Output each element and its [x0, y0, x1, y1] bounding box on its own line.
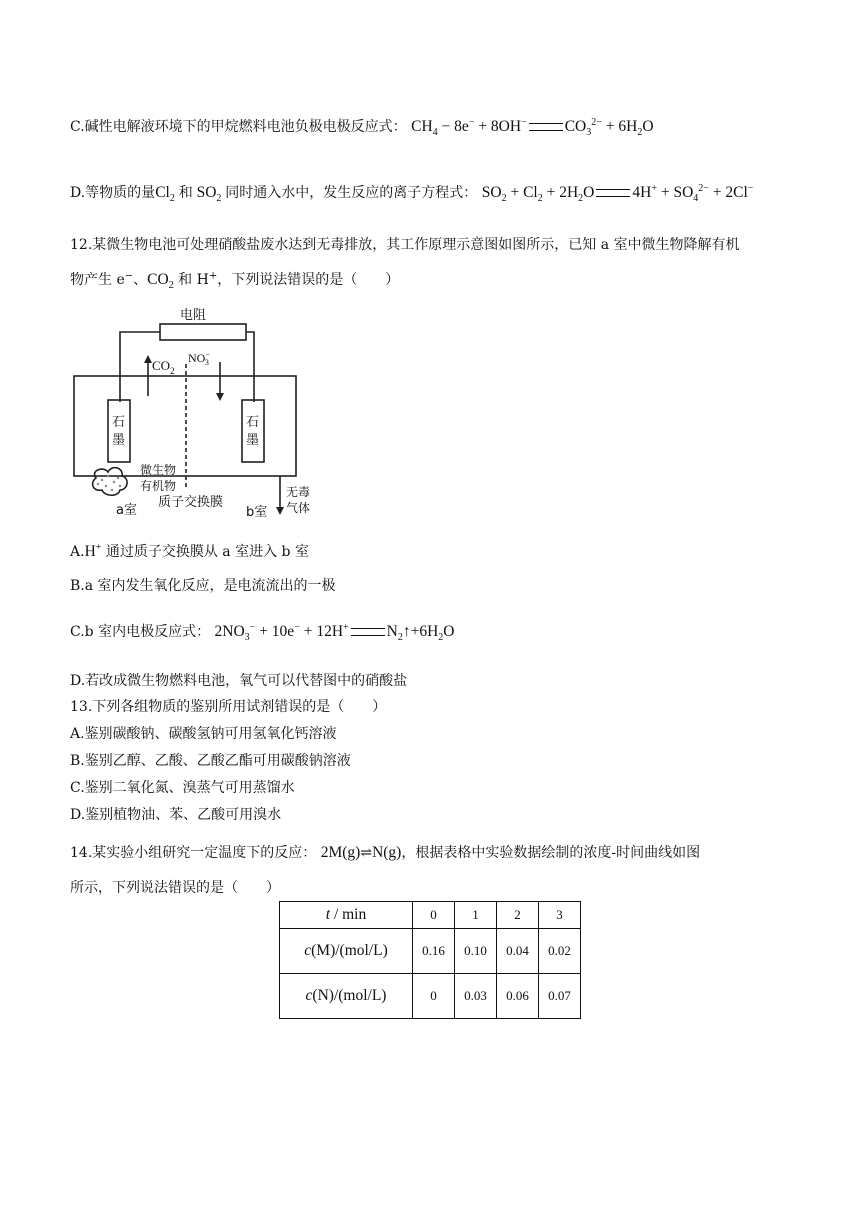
table-row [280, 929, 581, 974]
q13-option-c: C.鉴别二氧化氮、溴蒸气可用蒸馏水 [70, 780, 295, 796]
table-cell: 0.06 [497, 974, 539, 1019]
q13-option-a: A.鉴别碳酸钠、碳酸氢钠可用氢氧化钙溶液 [70, 726, 337, 742]
resistor [160, 324, 246, 340]
q12-stem-line2: 物产生 e−、$CO_2$ 和 H+，下列说法错误的是（ ） [70, 270, 400, 292]
gas-label-2: 气体 [286, 501, 311, 515]
table-cell: 0 [413, 974, 455, 1019]
electrode-left [108, 400, 130, 462]
table-cell: 2 [497, 902, 539, 929]
no3-label: NO− 3 [188, 350, 210, 367]
cell-diagram [68, 304, 338, 524]
table-cell: 0.03 [455, 974, 497, 1019]
gas-label-1: 无毒 [286, 485, 311, 499]
q14-stem-line1: 14.某实验小组研究一定温度下的反应： 2M(g)⇌N(g)，根据表格中实验数据绘制的浓度-时间曲线如图 [70, 844, 701, 861]
q11-option-c: C.碱性电解液环境下的甲烷燃料电池负极电极反应式： $CH_4 - 8e^- + 8OH^-$ $CO_3^{2-} + 6H_2O$ [70, 116, 654, 139]
electrode-right-label-2: 墨 [246, 433, 260, 448]
microbe-blob [93, 468, 127, 496]
q12-option-b: B.a 室内发生氧化反应，是电流流出的一极 [70, 578, 336, 594]
wire-right [246, 332, 254, 402]
microbe-label: 微生物 [140, 463, 177, 477]
table-header-time: t / min [280, 902, 413, 929]
q13-stem: 13.下列各组物质的鉴别所用试剂错误的是（ ） [70, 699, 387, 715]
table-row [280, 902, 581, 929]
q13-option-d: D.鉴别植物油、苯、乙酸可用溴水 [70, 807, 282, 823]
electrode-left-label-1: 石 [112, 415, 126, 430]
table-cell: 0.04 [497, 929, 539, 974]
membrane-label: 质子交换膜 [158, 495, 224, 510]
electrode-left-label-2: 墨 [112, 433, 126, 448]
table-cell: 3 [539, 902, 581, 929]
q12-option-a: A.H+ 通过质子交换膜从 a 室进入 b 室 [70, 541, 309, 560]
q13-option-b: B.鉴别乙醇、乙酸、乙酸乙酯可用碳酸钠溶液 [70, 753, 351, 769]
table-cell: 0.02 [539, 929, 581, 974]
electrode-right [242, 400, 264, 462]
q12-c-equation: $2NO_3^- + 10e^- + 12H^+$ $N_2↑+6H_2O$ [214, 621, 455, 644]
room-a-label: a室 [116, 503, 137, 518]
q12-option-d: D.若改成微生物燃料电池，氧气可以代替图中的硝酸盐 [70, 673, 408, 689]
q12-stem-line1: 12.某微生物电池可处理硝酸盐废水达到无毒排放，其工作原理示意图如图所示，已知 a 室中微生物降解有机 [70, 237, 740, 253]
table-cell: 0 [413, 902, 455, 929]
organic-label: 有机物 [140, 479, 177, 493]
q14-data-table [279, 901, 581, 1019]
q11-c-equation: $CH_4 - 8e^- + 8OH^-$ $CO_3^{2-} + 6H_2O$ [411, 116, 654, 139]
q11-option-d: D.等物质的量$Cl_2$ 和 $SO_2$ 同时通入水中，发生反应的离子方程式： $SO_2 + Cl_2 + 2H_2O$ $4H^+ + SO_4^{2-} + 2Cl^-$ [70, 182, 754, 205]
electrode-right-label-1: 石 [246, 415, 260, 430]
table-cell: 1 [455, 902, 497, 929]
table-row [280, 974, 581, 1019]
q14-stem-line2: 所示，下列说法错误的是（ ） [70, 880, 280, 896]
co2-label: $CO_2$ [152, 358, 175, 376]
q12-option-c: C.b 室内电极反应式： $2NO_3^- + 10e^- + 12H^+$ $N_2↑+6H_2O$ [70, 621, 455, 644]
q14-reaction: 2M(g)⇌N(g) [320, 844, 402, 861]
table-cell: 0.10 [455, 929, 497, 974]
resistor-label: 电阻 [180, 308, 207, 323]
table-label-cm: c(M)/(mol/L) [280, 929, 413, 974]
q11-d-equation: $SO_2 + Cl_2 + 2H_2O$ $4H^+ + SO_4^{2-} + 2Cl^-$ [481, 182, 754, 205]
room-b-label: b室 [246, 505, 268, 520]
table-cell: 0.07 [539, 974, 581, 1019]
table-cell: 0.16 [413, 929, 455, 974]
table-label-cn: c(N)/(mol/L) [280, 974, 413, 1019]
